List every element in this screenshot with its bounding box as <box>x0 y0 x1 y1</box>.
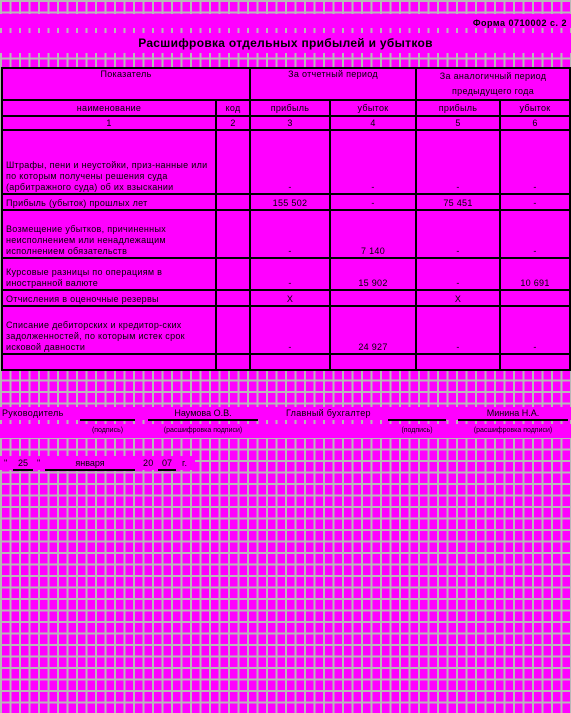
row-code <box>216 306 250 354</box>
head-signature-line[interactable] <box>80 408 135 421</box>
row-name: Отчисления в оценочные резервы <box>2 290 216 306</box>
row-code <box>216 130 250 194</box>
row-profit-current: 155 502 <box>250 194 330 210</box>
profit-loss-table <box>1 67 571 371</box>
row-name: Штрафы, пени и неустойки, приз-нанные или по которым получены решения суда (арбитражного суда) об их взыскании <box>2 130 216 194</box>
row-loss-current: 24 927 <box>330 306 416 354</box>
accountant-label: Главный бухгалтер <box>286 408 371 418</box>
date-year-prefix: 20 <box>143 458 154 468</box>
row-profit-prior: - <box>416 258 500 290</box>
date-year-abbr: г. <box>182 458 188 468</box>
page-title: Расшифровка отдельных прибылей и убытков <box>138 36 433 50</box>
row-loss-prior: - <box>500 194 570 210</box>
date-month[interactable]: января <box>45 458 135 471</box>
row-name: Возмещение убытков, причиненных неисполнением или ненадлежащим исполнением обязательств <box>2 210 216 258</box>
head-signature-hint: (подпись) <box>91 427 124 434</box>
row-profit-current: - <box>250 210 330 258</box>
table-row <box>2 194 570 210</box>
row-profit-prior: 75 451 <box>416 194 500 210</box>
header-code: код <box>216 100 250 116</box>
row-code <box>216 210 250 258</box>
row-loss-prior: - <box>500 130 570 194</box>
row-profit-prior: - <box>416 130 500 194</box>
row-profit-current: - <box>250 258 330 290</box>
date-day[interactable]: 25 <box>13 458 33 471</box>
row-loss-current: 15 902 <box>330 258 416 290</box>
table-row <box>2 258 570 290</box>
table-row <box>2 210 570 258</box>
row-loss-prior: 10 691 <box>500 258 570 290</box>
date-open-quote: " <box>4 458 8 468</box>
row-loss-prior: - <box>500 210 570 258</box>
row-profit-prior: X <box>416 290 500 306</box>
row-name: Списание дебиторских и кредитор-ских задолженностей, по которым истек срок исковой давности <box>2 306 216 354</box>
row-code <box>216 194 250 210</box>
head-decoding-hint: (расшифровка подписи) <box>163 427 243 434</box>
table-row-empty <box>2 354 570 370</box>
date-close-quote: " <box>37 458 41 468</box>
header-profit-current: прибыль <box>250 100 330 116</box>
header-name: наименование <box>2 100 216 116</box>
col-number-3: 3 <box>250 116 330 130</box>
header-loss-prior: убыток <box>500 100 570 116</box>
col-number-5: 5 <box>416 116 500 130</box>
row-loss-current: 7 140 <box>330 210 416 258</box>
row-code <box>216 258 250 290</box>
accountant-decoding-hint: (расшифровка подписи) <box>473 427 553 434</box>
head-label: Руководитель <box>2 408 64 418</box>
row-loss-current: - <box>330 130 416 194</box>
accountant-name: Минина Н.А. <box>458 408 568 421</box>
table-row <box>2 290 570 306</box>
header-profit-prior: прибыль <box>416 100 500 116</box>
col-number-4: 4 <box>330 116 416 130</box>
form-number: Форма 0710002 с. 2 <box>472 18 567 28</box>
header-prior-period-line2: предыдущего года <box>452 86 535 96</box>
header-current-period: За отчетный период <box>250 68 416 100</box>
header-loss-current: убыток <box>330 100 416 116</box>
row-profit-prior: - <box>416 210 500 258</box>
row-profit-current: X <box>250 290 330 306</box>
row-profit-current: - <box>250 306 330 354</box>
col-number-2: 2 <box>216 116 250 130</box>
accountant-signature-line[interactable] <box>388 408 446 421</box>
table-row <box>2 130 570 194</box>
row-profit-prior: - <box>416 306 500 354</box>
head-name: Наумова О.В. <box>148 408 258 421</box>
accountant-signature-hint: (подпись) <box>401 427 433 434</box>
header-prior-period <box>416 68 570 100</box>
header-prior-period-line1: За аналогичный период <box>439 71 547 81</box>
header-indicator: Показатель <box>2 68 250 100</box>
row-name: Прибыль (убыток) прошлых лет <box>2 194 216 210</box>
row-loss-current <box>330 290 416 306</box>
col-number-1: 1 <box>2 116 216 130</box>
col-number-6: 6 <box>500 116 570 130</box>
row-profit-current: - <box>250 130 330 194</box>
row-loss-prior <box>500 290 570 306</box>
row-code <box>216 290 250 306</box>
date-year[interactable]: 07 <box>158 458 176 471</box>
row-loss-current: - <box>330 194 416 210</box>
row-name: Курсовые разницы по операциям в иностранной валюте <box>2 258 216 290</box>
row-loss-prior: - <box>500 306 570 354</box>
table-row <box>2 306 570 354</box>
